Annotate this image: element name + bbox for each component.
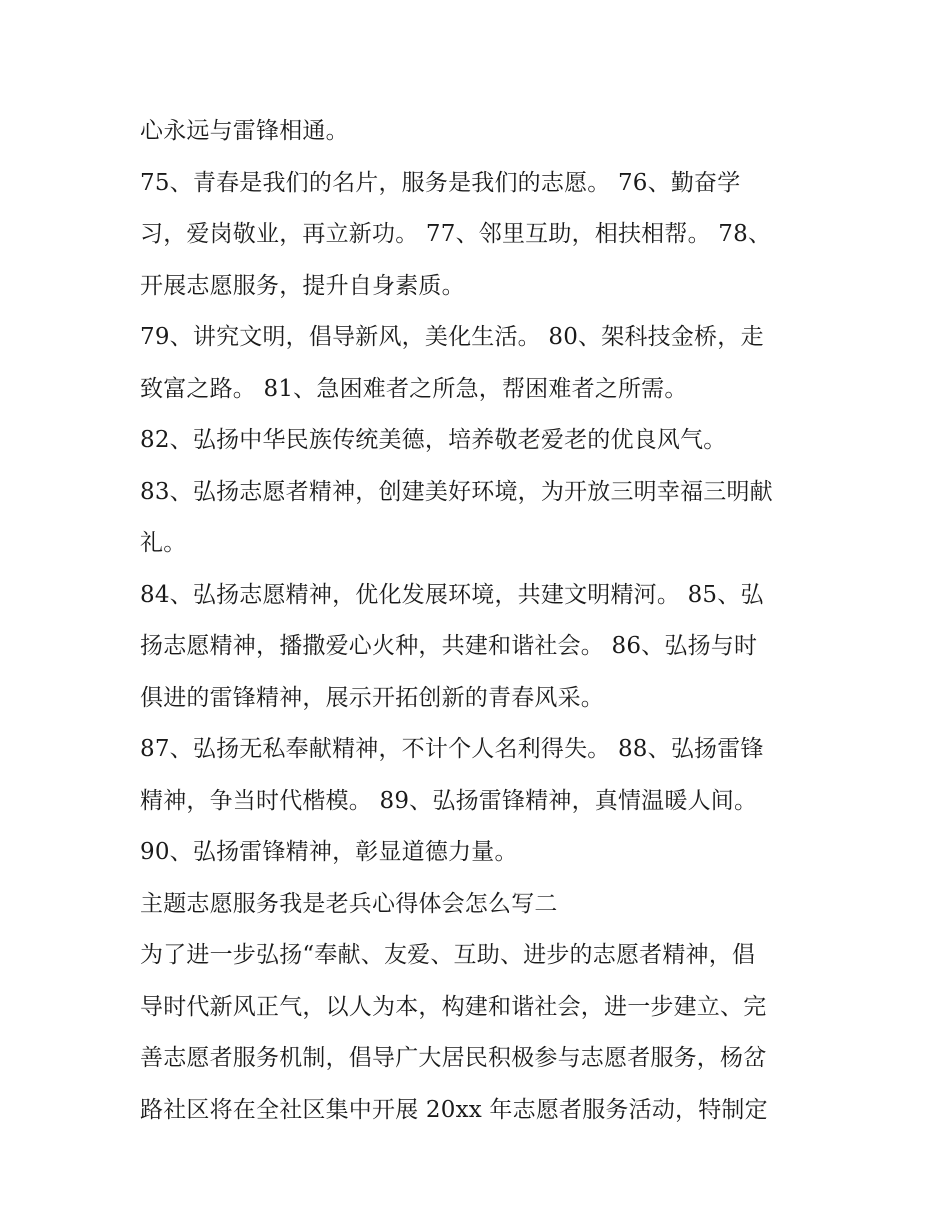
text-line: 致富之路。 81、急困难者之所急，帮困难者之所需。 [140, 375, 688, 402]
text-line: 90、弘扬雷锋精神，彰显道德力量。 [140, 839, 518, 865]
text-line: 心永远与雷锋相通。 [140, 118, 349, 144]
document-body [140, 106, 820, 1136]
text-line: 扬志愿精神，播撒爱心火种，共建和谐社会。 86、弘扬与时 [140, 633, 758, 659]
text-line: 82、弘扬中华民族传统美德，培养敬老爱老的优良风气。 [140, 427, 727, 453]
text-line: 导时代新风正气，以人为本，构建和谐社会，进一步建立、完 [140, 993, 767, 1020]
text-line: 84、弘扬志愿精神，优化发展环境，共建文明精河。 85、弘 [140, 581, 764, 608]
text-line: 79、讲究文明，倡导新风，美化生活。 80、架科技金桥，走 [140, 324, 764, 350]
text-line: 俱进的雷锋精神，展示开拓创新的青春风采。 [140, 684, 604, 711]
section-heading: 主题志愿服务我是老兵心得体会怎么写二 [140, 890, 558, 917]
text-line: 87、弘扬无私奉献精神，不计个人名利得失。 88、弘扬雷锋 [140, 736, 764, 762]
text-line: 习，爱岗敬业，再立新功。 77、邻里互助，相扶相帮。 78、 [140, 221, 772, 247]
text-line: 路社区将在全社区集中开展 20xx 年志愿者服务活动，特制定 [140, 1096, 768, 1123]
text-line: 礼。 [140, 530, 187, 556]
text-line: 为了进一步弘扬“奉献、友爱、互助、进步的志愿者精神，倡 [140, 942, 756, 968]
text-line: 善志愿者服务机制，倡导广大居民积极参与志愿者服务，杨岔 [140, 1045, 767, 1071]
text-line: 精神，争当时代楷模。 89、弘扬雷锋精神，真情温暖人间。 [140, 787, 758, 814]
text-line: 开展志愿服务，提升自身素质。 [140, 272, 465, 299]
text-line: 75、青春是我们的名片，服务是我们的志愿。 76、勤奋学 [140, 169, 741, 196]
text-line: 83、弘扬志愿者精神，创建美好环境，为开放三明幸福三明献 [140, 478, 773, 505]
